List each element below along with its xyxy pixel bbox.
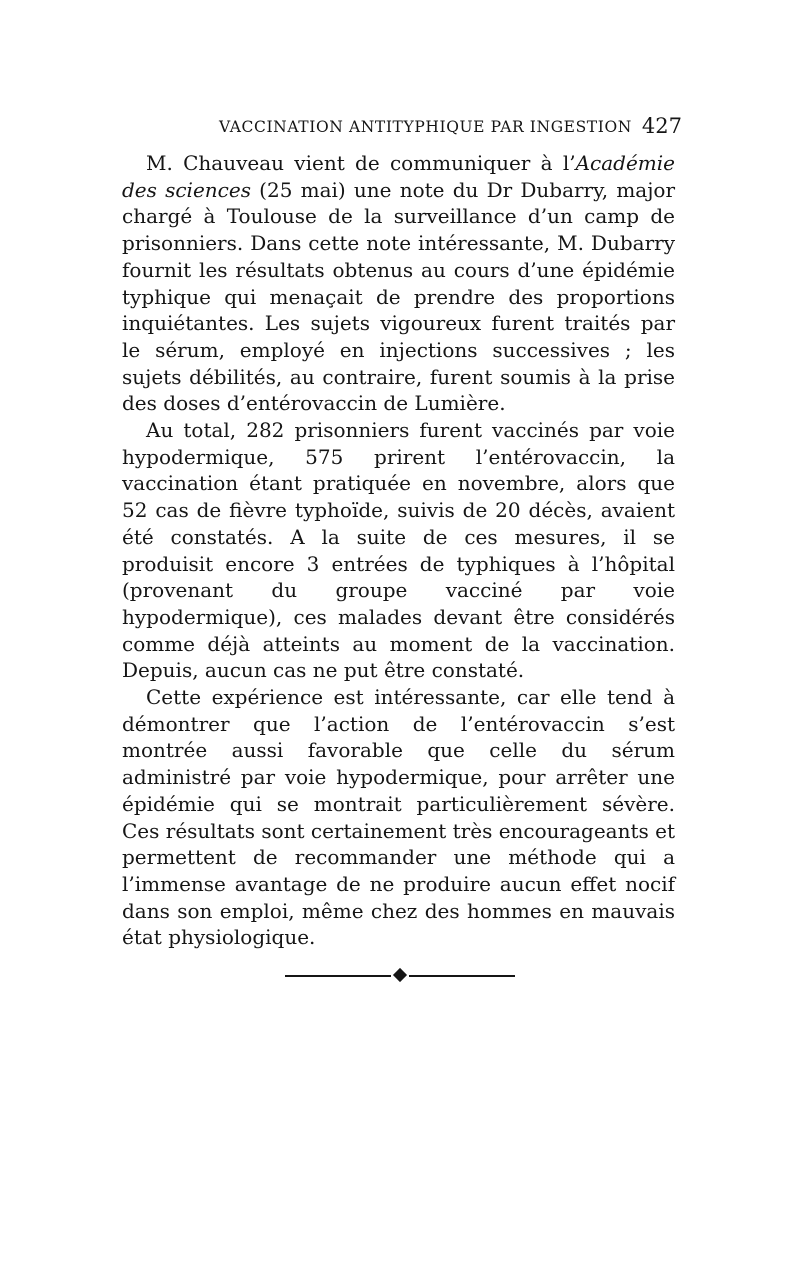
end-ornament <box>285 968 515 982</box>
ornament-line-left <box>285 975 391 977</box>
ornament-diamond-icon <box>393 968 407 982</box>
ornament-line-right <box>409 975 515 977</box>
body-text <box>122 150 675 951</box>
academie-des-sciences: Académie des sciences <box>122 151 675 202</box>
running-header <box>122 114 682 144</box>
page-number: 427 <box>641 114 682 138</box>
paragraph-1 <box>122 150 675 417</box>
paragraph-1-rest: (25 mai) une note du Dr Dubarry, major chargé à Toulouse de la surveillance d’un camp de prisonniers. Dans cette note intéressante, M. Dubarry fournit les résultats obtenus au cours d’une épidémie typhique qui menaçait de prendre des proportions inquiétantes. Les sujets vigoureux furent traités par le sérum, employé en injections successives ; les sujets débilités, au contraire, furent soumis à la prise des doses d’entérovaccin de Lumière. <box>122 177 676 416</box>
paragraph-3: Cette expérience est intéressante, car elle tend à démontrer que l’action de l’entérovaccin s’est montrée aussi favorable que celle du sérum administré par voie hypodermique, pour arrêter une épidémie qui se montrait particulièrement sévère. Ces résultats sont certainement très encourageants et permettent de recommander une méthode qui a l’immense avantage de ne produire aucun effet nocif dans son emploi, même chez des hommes en mauvais état physiologique. <box>122 685 675 950</box>
paragraph-1-start: M. Chauveau vient de communiquer à l’ <box>146 151 576 175</box>
running-title: VACCINATION ANTITYPHIQUE PAR INGESTION <box>219 118 632 136</box>
paragraph-2: Au total, 282 prisonniers furent vaccinés par voie hypodermique, 575 prirent l’entérovaccin, la vaccination étant pratiquée en novembre, alors que 52 cas de fièvre typhoïde, suivis de 20 décès, avaient été constatés. A la suite de ces mesures, il se produisit encore 3 entrées de typhiques à l’hôpital (provenant du groupe vacciné par voie hypodermique), ces malades devant être considérés comme déjà atteints au moment de la vaccination. Depuis, aucun cas ne put être constaté. <box>122 418 675 683</box>
